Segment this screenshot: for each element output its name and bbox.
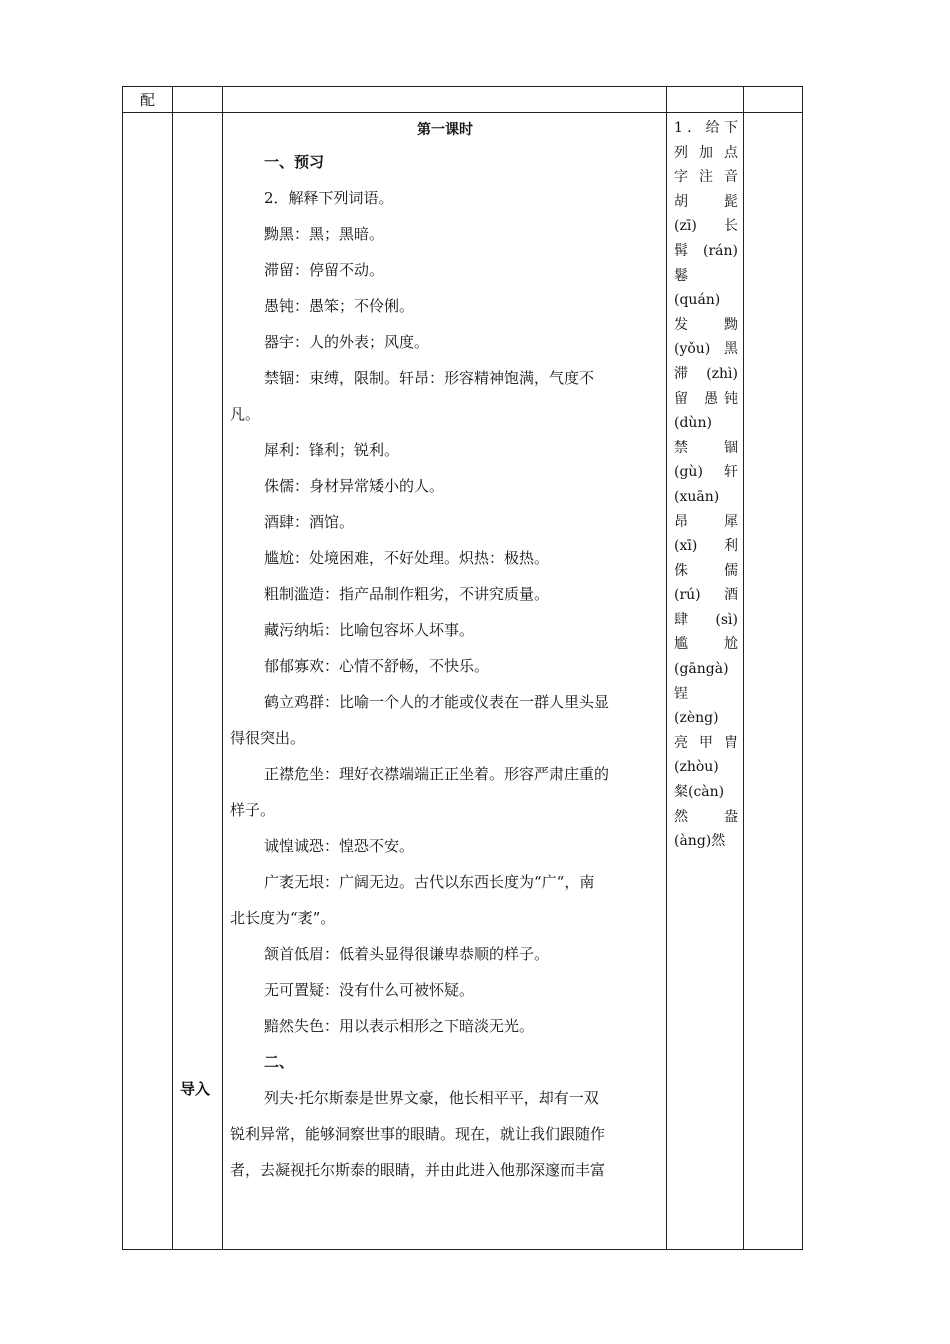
vocab-entry: 犀利：锋利；锐利。: [264, 441, 400, 459]
note-line: 滞(zhì): [674, 365, 738, 382]
vocab-entry: 鹤立鸡群：比喻一个人的才能或仪表在一群人里头显: [264, 693, 610, 711]
note-line: (zī) 长: [674, 218, 738, 235]
note-line: (rú) 酒: [674, 587, 738, 604]
section-heading-intro: 二、: [264, 1053, 295, 1071]
vocab-entry: 粗制滥造：指产品制作粗劣，不讲究质量。: [264, 585, 550, 603]
vocab-entry: 广袤无垠：广阔无边。古代以东西长度为“广“，南: [264, 873, 595, 891]
vocab-entry: 诚惶诚恐：惶恐不安。: [264, 837, 415, 855]
note-line: (quán): [674, 292, 721, 309]
paragraph-line: 列夫·托尔斯泰是世界文豪，他长相平平，却有一双: [264, 1089, 599, 1107]
note-line: (yǒu)黑: [674, 341, 738, 358]
paragraph-line: 者，去凝视托尔斯泰的眼睛，并由此进入他那深邃而丰富: [230, 1161, 606, 1179]
note-line: (gāngà): [674, 661, 729, 678]
vocab-entry: 侏儒：身材异常矮小的人。: [264, 477, 445, 495]
note-line: 尴 尬: [674, 636, 738, 653]
table-left-border: [122, 86, 123, 1250]
vocab-entry: 颔首低眉：低着头显得很谦卑恭顺的样子。: [264, 945, 550, 963]
note-line: 粲(càn): [674, 784, 725, 801]
note-line: 列加点: [674, 144, 738, 161]
note-line: 侏 儒: [674, 562, 738, 579]
note-line: 然 盎: [674, 808, 738, 825]
note-line: 昂 犀: [674, 513, 738, 530]
vocab-entry-continued: 北长度为“袤”。: [230, 909, 336, 927]
note-line: 留 愚钝: [674, 390, 738, 407]
lesson-title: 第一课时: [417, 122, 473, 138]
vocabulary-list: [230, 216, 660, 1044]
note-line: (zhòu): [674, 759, 719, 776]
vocab-entry: 无可置疑：没有什么可被怀疑。: [264, 981, 475, 999]
table-col-divider-3: [666, 86, 667, 1250]
vocab-entry: 黝黑：黑；黑暗。: [264, 225, 385, 243]
note-line: (àng)然: [674, 833, 726, 850]
vocab-entry: 禁锢：束缚，限制。轩昂：形容精神饱满，气度不: [264, 369, 595, 387]
section-label-intro: 导入: [180, 1080, 211, 1098]
main-content: [230, 112, 660, 1188]
header-cell-label: 配: [140, 91, 156, 109]
instruction-text: 2．解释下列词语。: [264, 189, 394, 207]
note-line: 字注音: [674, 169, 738, 186]
vocab-entry-continued: 得很突出。: [230, 729, 306, 747]
vocab-entry: 藏污纳垢：比喻包容坏人坏事。: [264, 621, 475, 639]
note-line: 鬈: [674, 267, 688, 284]
vocab-entry-continued: 凡。: [230, 405, 261, 423]
table-bottom-border: [122, 1249, 803, 1250]
vocab-entry: 黯然失色：用以表示相形之下暗淡无光。: [264, 1017, 535, 1035]
vocab-entry: 酒肆：酒馆。: [264, 513, 355, 531]
note-line: 1．给下: [674, 120, 738, 136]
note-line: (dùn): [674, 415, 712, 432]
note-line: 亮甲胄: [674, 734, 738, 751]
table-col-divider-2: [222, 86, 223, 1250]
note-line: (xī) 利: [674, 538, 738, 555]
note-line: (zèng): [674, 710, 719, 727]
table-col-divider-4: [743, 86, 744, 1250]
table-right-border: [802, 86, 803, 1250]
note-line: 肆 (sì): [674, 611, 738, 628]
note-line: 禁 锢: [674, 439, 738, 456]
note-line: 锃: [674, 685, 688, 702]
side-notes: [674, 116, 738, 854]
vocab-entry: 正襟危坐：理好衣襟端端正正坐着。形容严肃庄重的: [264, 765, 610, 783]
vocab-entry-continued: 样子。: [230, 801, 276, 819]
note-line: (xuān): [674, 488, 720, 505]
vocab-entry: 愚钝：愚笨；不伶俐。: [264, 297, 415, 315]
vocab-entry: 尴尬：处境困难，不好处理。炽热：极热。: [264, 549, 550, 567]
vocab-entry: 器宇：人的外表；风度。: [264, 333, 430, 351]
section-heading-preview: 一、预习: [264, 153, 325, 171]
intro-paragraph: [230, 1080, 660, 1188]
table-col-divider-1: [172, 86, 173, 1250]
note-line: 髯(rán): [674, 242, 738, 259]
vocab-entry: 滞留：停留不动。: [264, 261, 385, 279]
note-line: 发 黝: [674, 316, 738, 333]
note-line: 胡 髭: [674, 193, 738, 210]
table-top-border: [122, 86, 803, 87]
note-line: (gù) 轩: [674, 464, 738, 481]
vocab-entry: 郁郁寡欢：心情不舒畅，不快乐。: [264, 657, 490, 675]
paragraph-line: 锐利异常，能够洞察世事的眼睛。现在，就让我们跟随作: [230, 1125, 606, 1143]
